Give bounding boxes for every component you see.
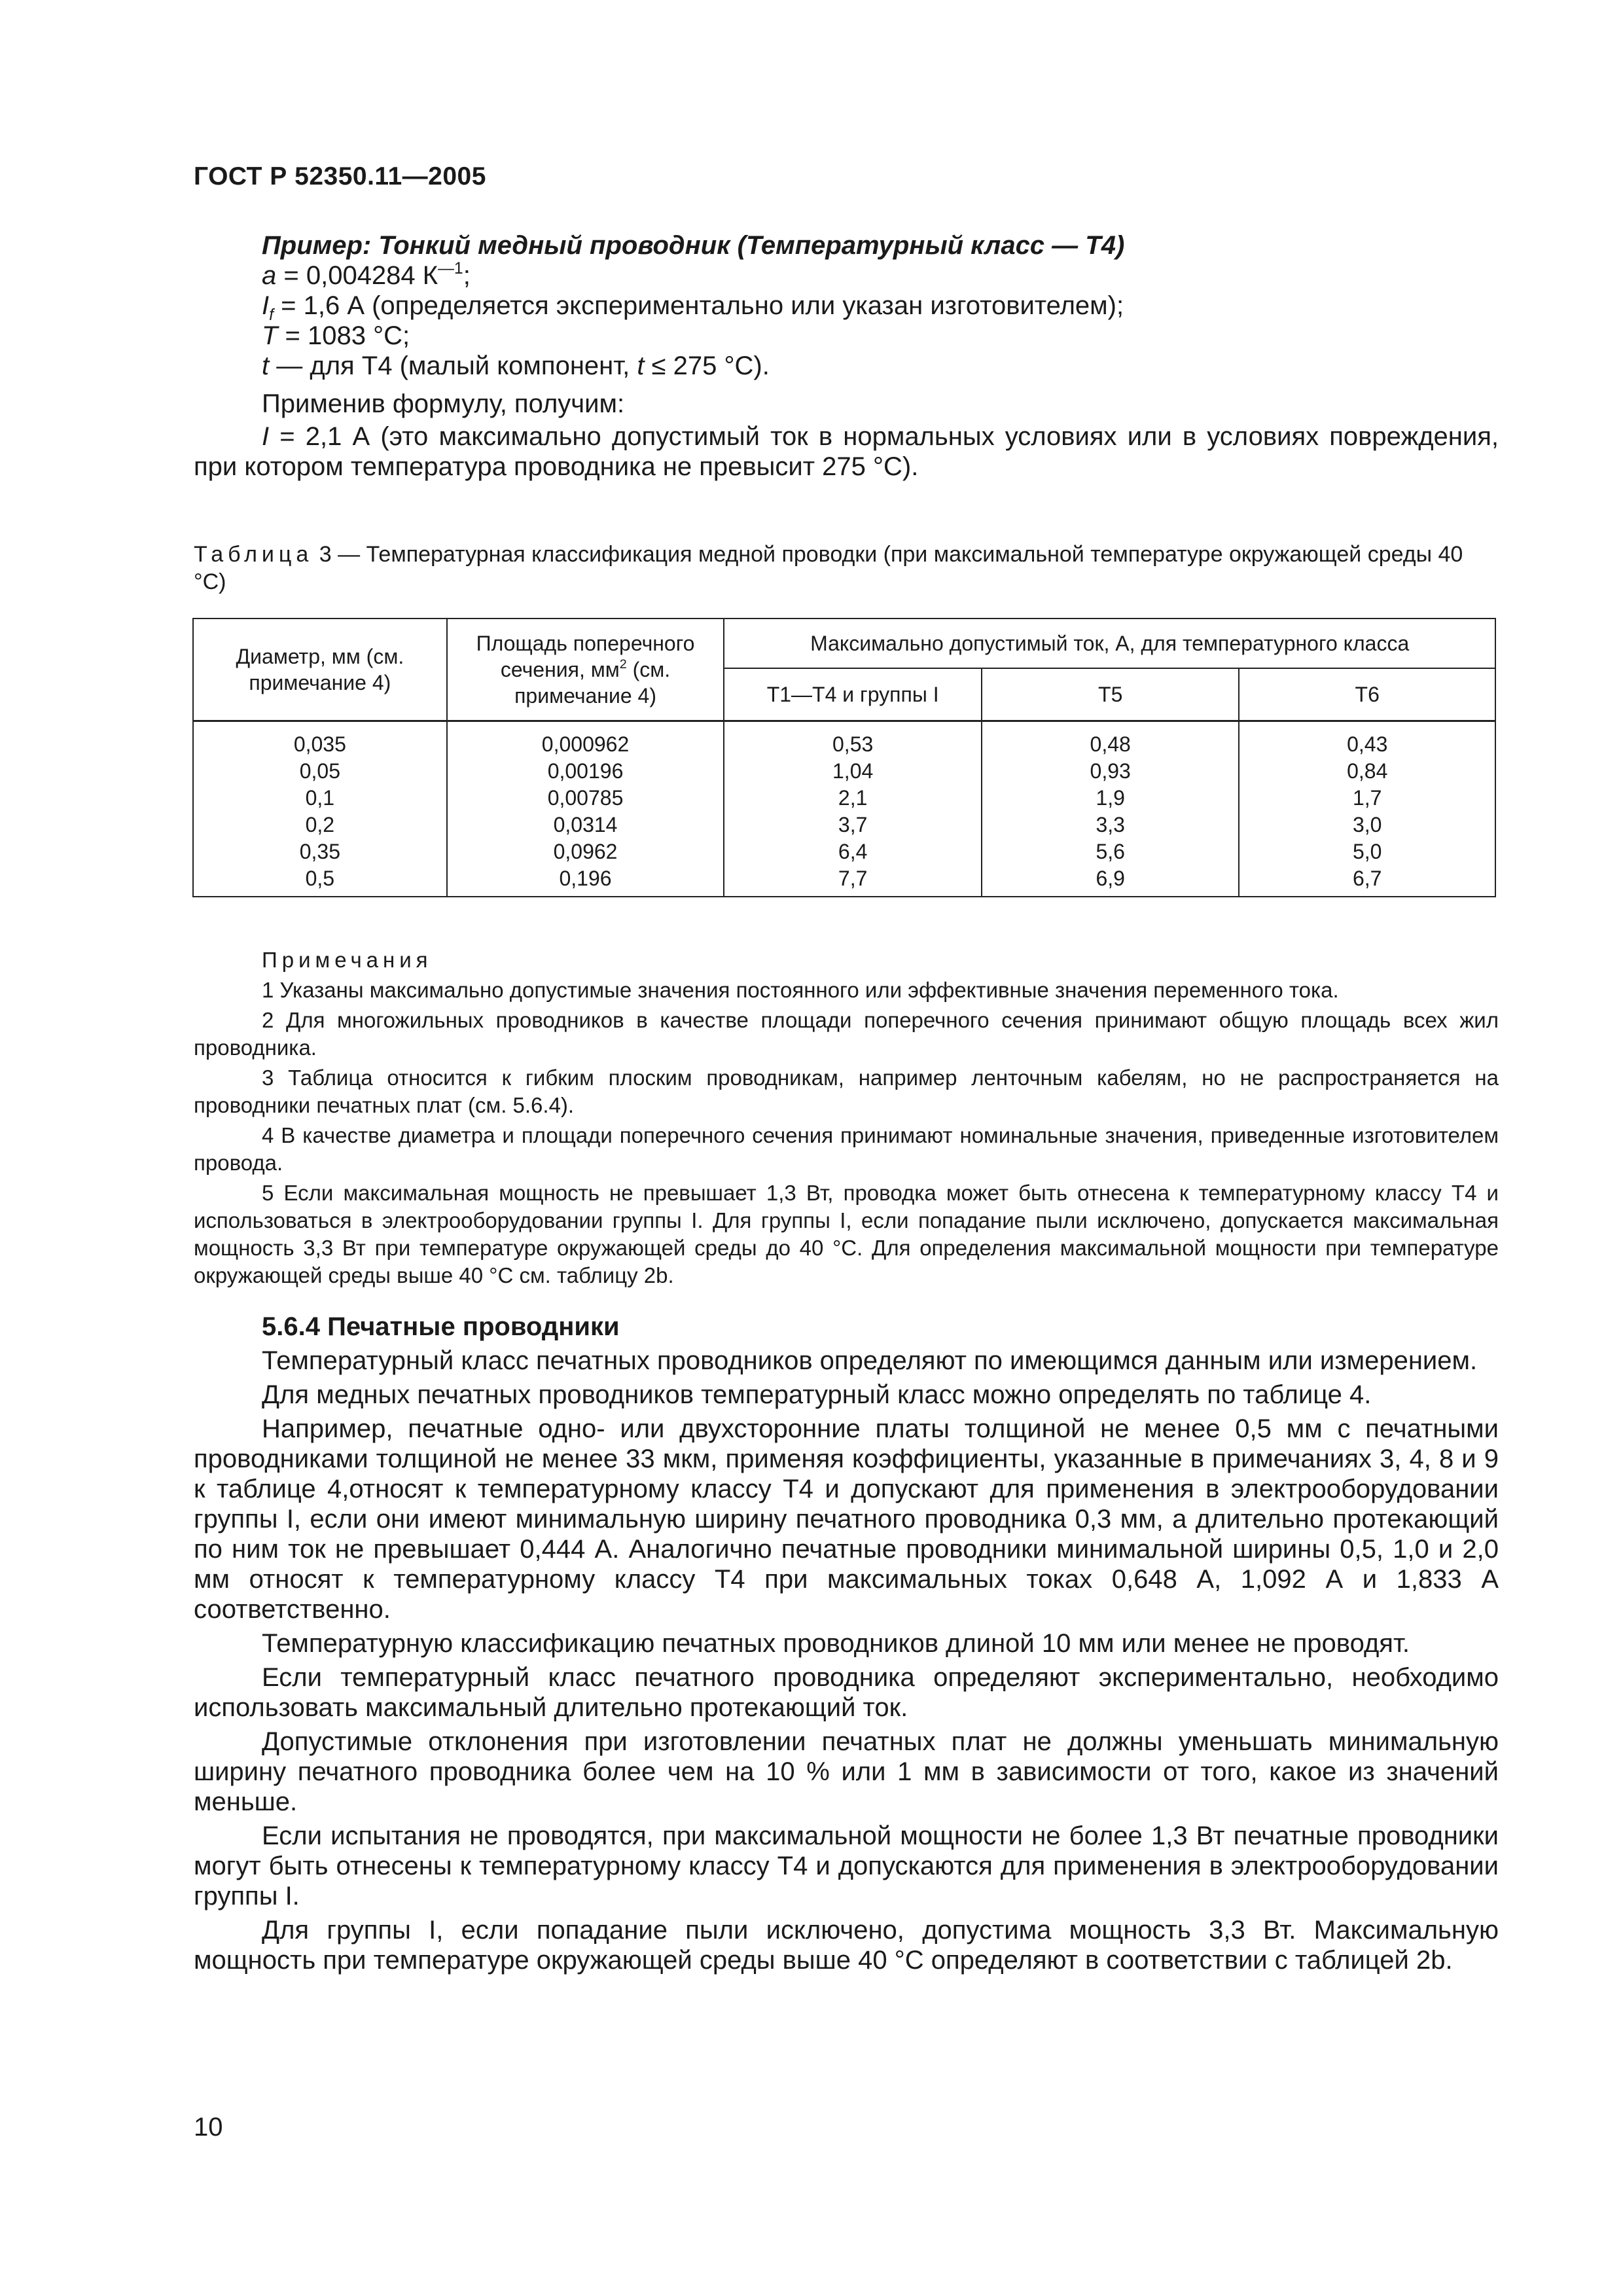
table-cell: 3,0: [1352, 813, 1382, 836]
table-cell: 1,9: [1096, 786, 1125, 810]
table-caption: Таблица 3 — Температурная классификация медной проводки (при максимальной температуре окружающей среды 40 °С): [194, 542, 1463, 594]
page-number: 10: [194, 2113, 223, 2142]
table-cell: 3,7: [838, 813, 868, 836]
note-item: 2 Для многожильных проводников в качестве площади поперечного сечения принимают общую площадь всех жил проводника.: [194, 1008, 1499, 1060]
header-diameter: Диаметр, мм (см. примечание 4): [193, 619, 447, 721]
temperature-table: [192, 618, 1496, 897]
table-cell: 7,7: [838, 867, 868, 890]
column-area: [447, 721, 724, 897]
table-cell: 0,84: [1347, 759, 1388, 783]
note-item: 5 Если максимальная мощность не превышает 1,3 Вт, проводка может быть отнесена к температурному классу Т4 и использоваться в электрооборудовании группы I. Для группы I, если попадание пыли исключено, допускается максимальная мощность 3,3 Вт при температуре окружающей среды до 40 °С. Для определения максимальной мощности при температуре окружающей среды выше 40 °С см. таблицу 2b.: [194, 1181, 1499, 1287]
header-t5: Т5: [982, 668, 1240, 721]
header-t6: Т6: [1239, 668, 1495, 721]
column-t1-t4: [724, 721, 982, 897]
section-printed-conductors: [194, 1312, 1499, 1979]
column-t5: [982, 721, 1240, 897]
table-cell: 5,6: [1096, 840, 1125, 863]
section-paragraph: Для группы I, если попадание пыли исключено, допустима мощность 3,3 Вт. Максимальную мощность при температуре окружающей среды выше 40 °С определяют в соответствии с таблицей 2b.: [194, 1916, 1499, 1975]
section-paragraph: Температурную классификацию печатных проводников длиной 10 мм или менее не проводят.: [262, 1629, 1410, 1658]
section-paragraph: Например, печатные одно- или двухсторонние платы толщиной не менее 0,5 мм с печатными проводниками толщиной не менее 33 мкм, применяя коэффициенты, указанные в примечаниях 3, 4, 8 и 9 к таблице 4,относят к температурному классу Т4 и допускают для применения в электрооборудовании группы I, если они имеют минимальную ширину печатного проводника 0,3 мм, а длительно протекающий по ним ток не превышает 0,444 А. Аналогично печатные проводники минимальной ширины 0,5, 1,0 и 2,0 мм относят к температурному классу Т4 при максимальных токах 0,648 А, 1,092 А и 1,833 А соответственно.: [194, 1414, 1499, 1624]
header-t1-t4: Т1—Т4 и группы I: [724, 668, 982, 721]
table-cell: 0,00785: [547, 786, 624, 810]
table-cell: 6,4: [838, 840, 868, 863]
table-cell: 6,7: [1352, 867, 1382, 890]
table-cell: 0,05: [299, 759, 340, 783]
table-cell: 3,3: [1096, 813, 1125, 836]
header-max-current: Максимально допустимый ток, А, для температурного класса: [724, 619, 1495, 668]
table-cell: 5,0: [1352, 840, 1382, 863]
example-title: Пример: Тонкий медный проводник (Температурный класс — Т4): [262, 231, 1125, 260]
table-cell: 2,1: [838, 786, 868, 810]
notes-heading: Примечания: [262, 948, 433, 972]
column-diameter: [193, 721, 447, 897]
table-cell: 0,53: [832, 732, 874, 756]
table-cell: 1,04: [832, 759, 874, 783]
table-notes: [194, 946, 1499, 1292]
example-line-if: $I_f = 1,6$ А (определяется экспериментально или указан изготовителем);: [262, 291, 1124, 324]
example-line-small-t: t — для Т4 (малый компонент, t ≤ 275 °С).: [262, 351, 770, 380]
section-paragraph: Допустимые отклонения при изготовлении печатных плат не должны уменьшать минимальную ширину печатного проводника более чем на 10 % или 1 мм в зависимости от того, какое из значений меньше.: [194, 1727, 1499, 1816]
table-cell: 0,035: [293, 732, 346, 756]
example-line-a: а = 0,004284 $К^{—1}$;: [262, 260, 471, 290]
table-cell: 6,9: [1096, 867, 1125, 890]
table-cell: 0,2: [305, 813, 335, 836]
table-cell: 0,48: [1090, 732, 1131, 756]
table-cell: 1,7: [1352, 786, 1382, 810]
table-cell: 0,1: [305, 786, 335, 810]
table-cell: 0,196: [559, 867, 612, 890]
table-cell: 0,0962: [553, 840, 618, 863]
table-cell: 0,5: [305, 867, 335, 890]
note-item: 4 В качестве диаметра и площади поперечного сечения принимают номинальные значения, приведенные изготовителем провода.: [194, 1123, 1499, 1175]
example-block: [194, 230, 1499, 487]
section-title: 5.6.4 Печатные проводники: [262, 1312, 620, 1341]
column-t6: [1239, 721, 1495, 897]
section-paragraph: Если температурный класс печатного проводника определяют экспериментально, необходимо использовать максимальный длительно протекающий ток.: [194, 1663, 1499, 1722]
section-paragraph: Если испытания не проводятся, при максимальной мощности не более 1,3 Вт печатные проводники могут быть отнесены к температурному классу Т4 и допускаются для применения в электрооборудовании группы I.: [194, 1821, 1499, 1910]
example-line-t: T = 1083 °С;: [262, 321, 410, 350]
note-item: 3 Таблица относится к гибким плоским проводникам, например ленточным кабелям, но не распространяется на проводники печатных плат (см. 5.6.4).: [194, 1066, 1499, 1117]
document-header: ГОСТ Р 52350.11—2005: [194, 162, 486, 190]
example-result: I = 2,1 А (это максимально допустимый ток в нормальных условиях или в условиях повреждения, при котором температура проводника не превысит 275 °С).: [194, 422, 1499, 481]
table-cell: 0,0314: [553, 813, 618, 836]
table-cell: 0,35: [299, 840, 340, 863]
table-cell: 0,93: [1090, 759, 1131, 783]
section-paragraph: Для медных печатных проводников температурный класс можно определять по таблице 4.: [262, 1380, 1372, 1409]
table-cell: 0,00196: [547, 759, 624, 783]
example-apply: Применив формулу, получим:: [262, 389, 625, 418]
section-paragraph: Температурный класс печатных проводников определяют по имеющимся данным или измерением.: [262, 1346, 1478, 1375]
note-item: 1 Указаны максимально допустимые значения постоянного или эффективные значения переменного тока.: [262, 978, 1339, 1002]
table-cell: 0,000962: [541, 732, 630, 756]
header-area: Площадь поперечного сечения, $мм^2$ (см. примечание 4): [447, 619, 724, 721]
table-cell: 0,43: [1347, 732, 1388, 756]
